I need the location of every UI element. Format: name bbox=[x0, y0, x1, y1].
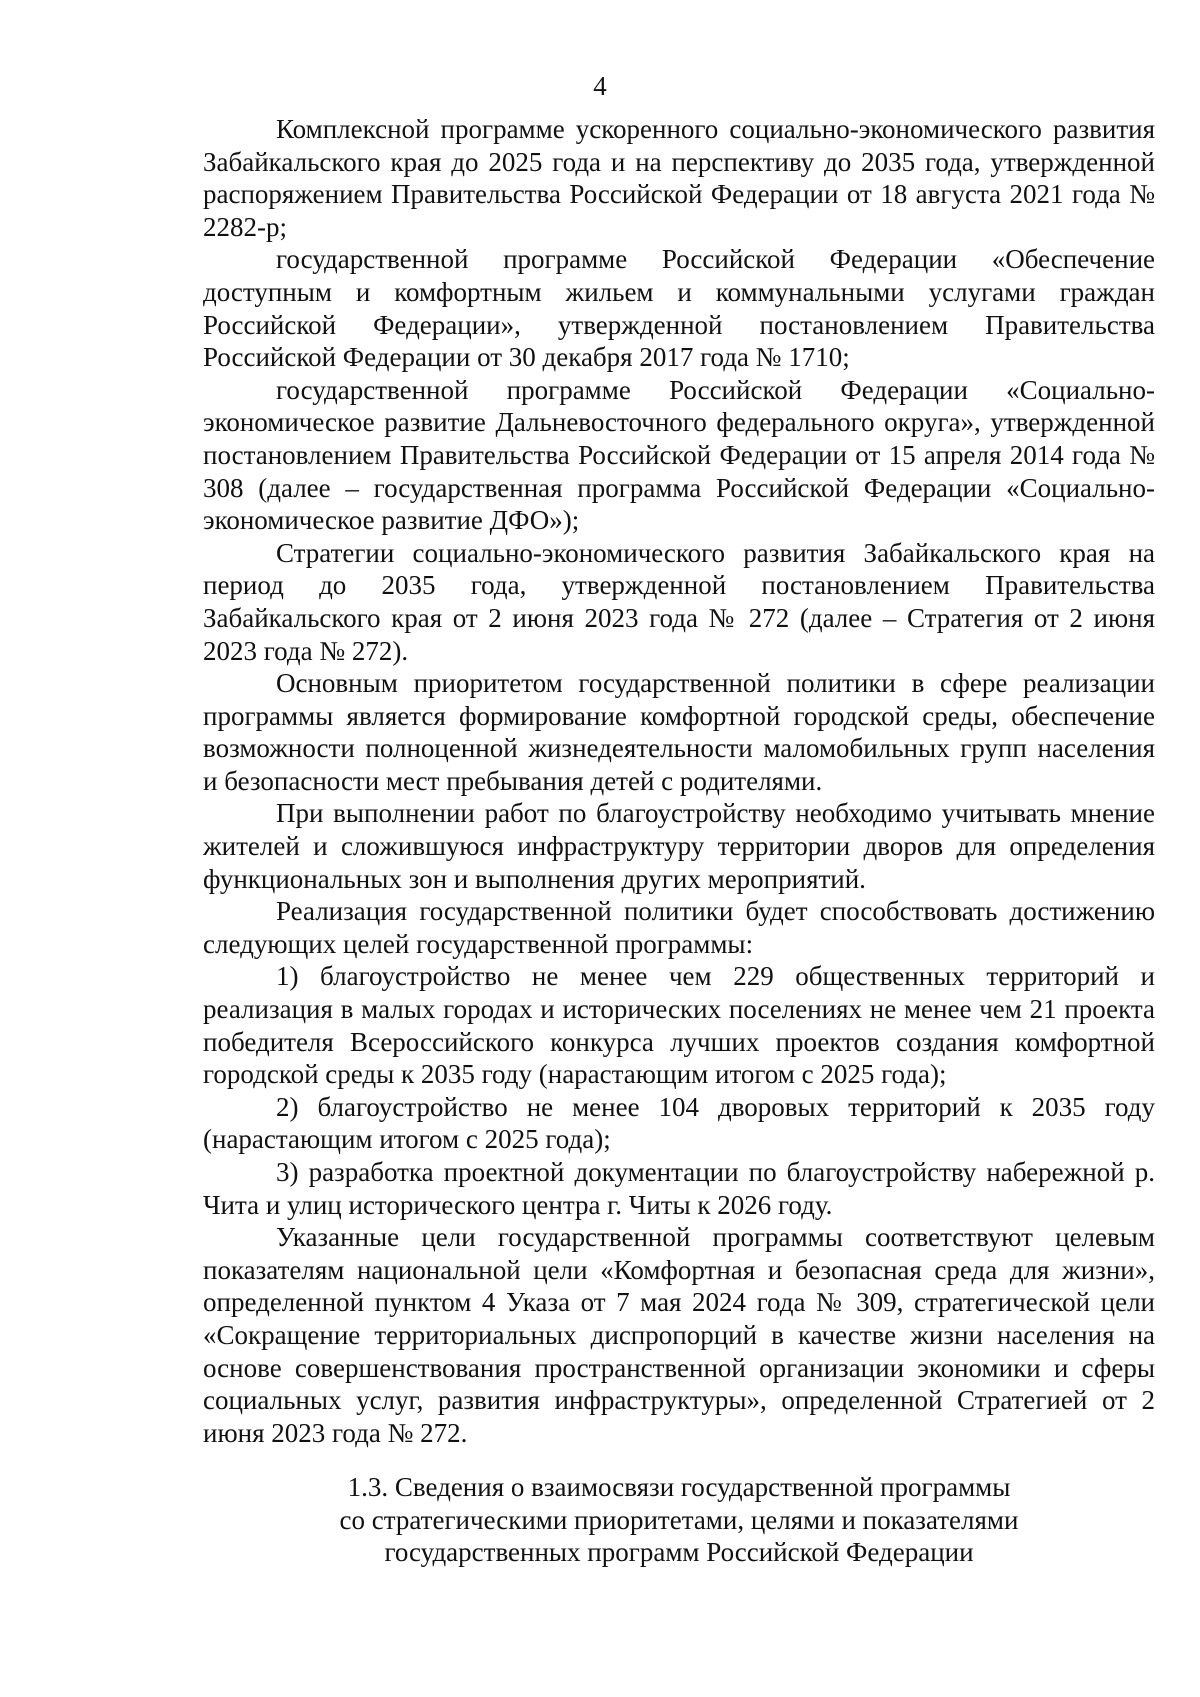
list-item-goal-3: 3) разработка проектной документации по благоустройству набережной р. Чита и улиц исторического центра г. Читы к 2026 году. bbox=[203, 1157, 1155, 1220]
section-heading-line: со стратегическими приоритетами, целями и показателями bbox=[339, 1504, 1019, 1535]
section-heading bbox=[203, 1471, 1155, 1569]
paragraph-regional-strategy: Стратегии социально-экономического развития Забайкальского края на период до 2035 года, утвержденной постановлением Правительства Забайкальского края от 2 июня 2023 года № 272 (далее – Стратегия от 2 июня 2023 года № 272). bbox=[203, 537, 1155, 666]
document-body bbox=[203, 113, 1155, 1449]
paragraph-goals-correspondence: Указанные цели государственной программы соответствуют целевым показателям национальной цели «Комфортная и безопасная среда для жизни», определенной пунктом 4 Указа от 7 мая 2024 года № 309, стратегической цели «Сокращение территориальных диспропорций в качестве жизни населения на основе совершенствования пространственной организации экономики и сферы социальных услуг, развития инфраструктуры», определенной Стратегией от 2 июня 2023 года № 272. bbox=[203, 1222, 1155, 1448]
paragraph-main-priority: Основным приоритетом государственной политики в сфере реализации программы является формирование комфортной городской среды, обеспечение возможности полноценной жизнедеятельности маломобильных групп населения и безопасности мест пребывания детей с родителями. bbox=[203, 668, 1155, 796]
paragraph-housing-programme: государственной программе Российской Федерации «Обеспечение доступным и комфортным жильем и коммунальными услугами граждан Российской Федерации», утвержденной постановлением Правительства Российской Федерации от 30 декабря 2017 года № 1710; bbox=[203, 244, 1155, 373]
paragraph-far-east-programme: государственной программе Российской Федерации «Социально-экономическое развитие Дальневосточного федерального округа», утвержденной постановлением Правительства Российской Федерации от 15 апреля 2014 года № 308 (далее – государственная программа Российской Федерации «Социально-экономическое развитие ДФО»); bbox=[203, 374, 1155, 536]
page-number: 4 bbox=[593, 71, 607, 101]
paragraph-programme-development: Комплексной программе ускоренного социально-экономического развития Забайкальского края до 2025 года и на перспективу до 2035 года, утвержденной распоряжением Правительства Российской Федерации от 18 августа 2021 года № 2282-р; bbox=[203, 114, 1155, 242]
section-heading-line: государственных программ Российской Федерации bbox=[384, 1537, 974, 1568]
paragraph-policy-goals-intro: Реализация государственной политики будет способствовать достижению следующих целей государственной программы: bbox=[203, 896, 1155, 959]
section-heading-line: 1.3. Сведения о взаимосвязи государственной программы bbox=[347, 1472, 1011, 1502]
paragraph-residents-opinion: При выполнении работ по благоустройству необходимо учитывать мнение жителей и сложившуюся инфраструктуру территории дворов для определения функциональных зон и выполнения других мероприятий. bbox=[203, 798, 1155, 894]
list-item-goal-1: 1) благоустройство не менее чем 229 общественных территорий и реализация в малых городах и исторических поселениях не менее чем 21 проекта победителя Всероссийского конкурса лучших проектов создания комфортной городской среды к 2035 году (нарастающим итогом с 2025 года); bbox=[203, 961, 1155, 1090]
list-item-goal-2: 2) благоустройство не менее 104 дворовых территорий к 2035 году (нарастающим итогом с 2025 года); bbox=[203, 1091, 1155, 1155]
